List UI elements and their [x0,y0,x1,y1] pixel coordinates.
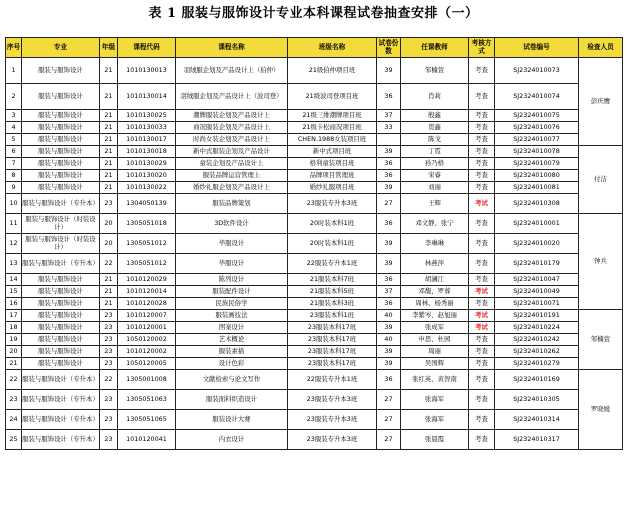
cell-paper-count: 40 [377,334,401,346]
cell-assessment: 考查 [469,358,495,370]
cell-paper-id: SJ2324010317 [495,430,579,450]
cell-class-name: 21级波司登项目班 [288,84,377,110]
cell-teacher: 邓馥、罗蓉 [401,286,469,298]
cell-seq: 2 [6,84,22,110]
cell-assessment: 考查 [469,234,495,254]
table-row [6,322,623,334]
cell-paper-count: 39 [377,322,401,334]
header-major: 专业 [22,38,100,58]
cell-grade: 23 [100,334,118,346]
cell-grade: 23 [100,358,118,370]
cell-course-name: 新中式服装企划及产品设计 [176,146,288,158]
cell-class-name: 20时装本科1班 [288,234,377,254]
page-title: 表 1 服装与服饰设计专业本科课程试卷抽查安排（一） [148,6,479,21]
cell-teacher: 申思、杜园 [401,334,469,346]
cell-course-name: 服装配件设计 [176,286,288,298]
cell-class-name: 21服装本科7班 [288,274,377,286]
cell-paper-count [377,134,401,146]
table-row [6,430,623,450]
table-row [6,146,623,158]
table-row [6,254,623,274]
cell-paper-id: SJ2324010224 [495,322,579,334]
cell-paper-id: SJ2324010020 [495,234,579,254]
cell-paper-id: SJ2324010080 [495,170,579,182]
cell-seq: 3 [6,110,22,122]
cell-seq: 24 [6,410,22,430]
cell-major: 服装与服饰设计 [22,146,100,158]
cell-course-code: 1050120002 [118,334,176,346]
cell-teacher: 贺鑫 [401,122,469,134]
cell-course-name: 艺术概论 [176,334,288,346]
cell-paper-count: 27 [377,430,401,450]
cell-assessment: 考查 [469,274,495,286]
table-row [6,110,623,122]
cell-major: 服装与服饰设计 [22,84,100,110]
cell-paper-count: 27 [377,390,401,410]
cell-course-name: 毕服设计 [176,254,288,274]
cell-major: 服装与服饰设计（专升本） [22,370,100,390]
cell-grade: 23 [100,430,118,450]
cell-major: 服装与服饰设计（专升本） [22,194,100,214]
cell-paper-count: 36 [377,170,401,182]
cell-teacher: 张成军 [401,322,469,334]
cell-seq: 10 [6,194,22,214]
cell-course-code: 1010130022 [118,182,176,194]
cell-course-code: 1305051063 [118,390,176,410]
cell-paper-id: SJ2324010081 [495,182,579,194]
header-paper-id: 试卷编号 [495,38,579,58]
table-row [6,234,623,254]
cell-inspector: 罗晓媛 [579,370,623,450]
cell-grade: 23 [100,194,118,214]
cell-course-code: 1305001008 [118,370,176,390]
cell-paper-id: SJ2324010073 [495,58,579,84]
cell-grade: 21 [100,134,118,146]
table-row [6,214,623,234]
cell-teacher: 陈戈 [401,134,469,146]
cell-major: 服装与服饰设计 [22,298,100,310]
cell-teacher: 李琳琳 [401,234,469,254]
cell-inspector: 邹楠萱 [579,310,623,370]
cell-teacher: 张海军 [401,390,469,410]
cell-major: 服装与服饰设计 [22,358,100,370]
cell-paper-id: SJ2324010071 [495,298,579,310]
cell-teacher: 张海军 [401,410,469,430]
cell-class-name: 23服装本科17班 [288,346,377,358]
cell-paper-id: SJ2324010078 [495,146,579,158]
cell-assessment: 考查 [469,334,495,346]
table-row [6,58,623,84]
cell-seq: 14 [6,274,22,286]
cell-course-code: 1010120028 [118,298,176,310]
cell-class-name: 23服装专升本3班 [288,390,377,410]
cell-grade: 23 [100,310,118,322]
cell-class-name: 格利童装项目班 [288,158,377,170]
cell-course-code: 1010130014 [118,84,176,110]
cell-grade: 20 [100,234,118,254]
header-inspector: 检查人员 [579,38,623,58]
cell-assessment: 考查 [469,84,495,110]
cell-major: 服装与服饰设计（专升本） [22,430,100,450]
cell-paper-count: 37 [377,110,401,122]
cell-major: 服装与服饰设计 [22,58,100,84]
cell-class-name: 23服装本科17班 [288,322,377,334]
cell-paper-count: 33 [377,122,401,134]
table-row [6,134,623,146]
cell-teacher: 丁霓 [401,146,469,158]
cell-course-name: 文献检索与论文写作 [176,370,288,390]
table-header [6,38,623,58]
cell-class-name: 23服装本科17班 [288,334,377,346]
cell-class-name: 22服装专升本1班 [288,254,377,274]
cell-assessment: 考试 [469,194,495,214]
cell-paper-id: SJ2324010049 [495,286,579,298]
cell-course-code: 1304050139 [118,194,176,214]
cell-paper-count: 39 [377,182,401,194]
cell-seq: 25 [6,430,22,450]
cell-course-code: 1305051018 [118,214,176,234]
table-row [6,358,623,370]
table-row [6,298,623,310]
header-course-name: 课程名称 [176,38,288,58]
cell-seq: 21 [6,358,22,370]
cell-paper-id: SJ2324010308 [495,194,579,214]
cell-assessment: 考查 [469,122,495,134]
cell-course-code: 1050120005 [118,358,176,370]
cell-course-code: 1010130033 [118,122,176,134]
table-row [6,182,623,194]
cell-assessment: 考查 [469,158,495,170]
cell-paper-count: 39 [377,254,401,274]
cell-course-code: 1010130017 [118,134,176,146]
cell-course-code: 1305051012 [118,234,176,254]
table-row [6,122,623,134]
cell-class-name: 21服装本科3班 [288,298,377,310]
cell-course-name: 毕服设计 [176,234,288,254]
cell-assessment: 考试 [469,322,495,334]
cell-course-name: 3D软件设计 [176,214,288,234]
cell-course-code: 1010120002 [118,346,176,358]
cell-class-name: 23服装专升本3班 [288,430,377,450]
table-row [6,158,623,170]
cell-major: 服装与服饰设计 [22,346,100,358]
cell-teacher: 邓文静、张宁 [401,214,469,234]
cell-grade: 21 [100,158,118,170]
cell-seq: 1 [6,58,22,84]
cell-course-code: 1010130025 [118,110,176,122]
cell-paper-count: 37 [377,286,401,298]
cell-paper-count: 36 [377,214,401,234]
cell-teacher: 胡澜江 [401,274,469,286]
cell-seq: 18 [6,322,22,334]
cell-seq: 6 [6,146,22,158]
header-course-code: 课程代码 [118,38,176,58]
cell-course-name: 童装企划及产品设计上 [176,158,288,170]
cell-paper-id: SJ2324010314 [495,410,579,430]
cell-major: 服装与服饰设计 [22,134,100,146]
cell-teacher: 张红英、黄智南 [401,370,469,390]
header-seq: 序号 [6,38,22,58]
cell-course-code: 1010120001 [118,322,176,334]
cell-course-code: 1010130029 [118,158,176,170]
cell-teacher: 周丽 [401,346,469,358]
cell-paper-id: SJ2324010075 [495,110,579,122]
cell-grade: 21 [100,58,118,84]
cell-paper-count: 39 [377,146,401,158]
cell-paper-id: SJ2324010047 [495,274,579,286]
cell-assessment: 考查 [469,170,495,182]
cell-assessment: 考查 [469,134,495,146]
cell-course-code: 1010120014 [118,286,176,298]
cell-assessment: 考查 [469,214,495,234]
cell-paper-count: 39 [377,358,401,370]
cell-class-name: 21服装本科5班 [288,286,377,298]
cell-major: 服装与服饰设计 [22,310,100,322]
cell-seq: 8 [6,170,22,182]
cell-teacher: 宋睿 [401,170,469,182]
cell-grade: 21 [100,122,118,134]
cell-inspector: 钟兵 [579,214,623,310]
cell-paper-id: SJ2324010079 [495,158,579,170]
cell-assessment: 考查 [469,346,495,358]
cell-course-name: 服装品牌策划 [176,194,288,214]
cell-paper-id: SJ2324010305 [495,390,579,410]
cell-class-name: 20时装本科1班 [288,214,377,234]
cell-class-name: 23服装专升本3班 [288,410,377,430]
cell-paper-id: SJ2324010076 [495,122,579,134]
cell-grade: 23 [100,390,118,410]
cell-teacher: 肖莉 [401,84,469,110]
cell-teacher: 林燕萍 [401,254,469,274]
cell-class-name: 21级三维潮牌项目班 [288,110,377,122]
cell-course-name: 羽绒服企划及产品设计上（波司登） [176,84,288,110]
cell-class-name: 23服装专升本3班 [288,194,377,214]
cell-paper-count: 40 [377,310,401,322]
cell-paper-count: 36 [377,370,401,390]
cell-major: 服装与服饰设计（时装设计） [22,214,100,234]
table-row [6,334,623,346]
cell-course-code: 1010130018 [118,146,176,158]
cell-seq: 12 [6,234,22,254]
cell-paper-count: 27 [377,194,401,214]
table-row [6,346,623,358]
cell-paper-count: 36 [377,158,401,170]
cell-grade: 21 [100,170,118,182]
cell-paper-count: 27 [377,410,401,430]
cell-seq: 13 [6,254,22,274]
cell-grade: 21 [100,298,118,310]
table-row [6,310,623,322]
cell-class-name: 22服装专升本1班 [288,370,377,390]
cell-course-name: 服装面料织造设计 [176,390,288,410]
cell-course-name: 潮牌服装企划及产品设计上 [176,110,288,122]
cell-major: 服装与服饰设计（时装设计） [22,234,100,254]
cell-major: 服装与服饰设计 [22,334,100,346]
cell-major: 服装与服饰设计 [22,286,100,298]
table-row [6,286,623,298]
cell-seq: 15 [6,286,22,298]
cell-course-name: 陈列设计 [176,274,288,286]
cell-course-name: 服装设计大赛 [176,410,288,430]
cell-grade: 23 [100,410,118,430]
cell-paper-count: 36 [377,298,401,310]
cell-teacher: 李紫岑、赵旭丽 [401,310,469,322]
cell-course-name: 时尚女装企划及产品设计上 [176,134,288,146]
cell-grade: 21 [100,274,118,286]
cell-major: 服装与服饰设计（专升本） [22,254,100,274]
cell-major: 服装与服饰设计 [22,158,100,170]
cell-seq: 20 [6,346,22,358]
cell-course-name: 民族民俗学 [176,298,288,310]
cell-major: 服装与服饰设计（专升本） [22,390,100,410]
cell-assessment: 考查 [469,390,495,410]
cell-paper-id: SJ2324010279 [495,358,579,370]
cell-paper-id: SJ2324010191 [495,310,579,322]
cell-paper-count: 36 [377,84,401,110]
cell-class-name: 21级卡松商况项目班 [288,122,377,134]
cell-teacher: 殷鑫 [401,110,469,122]
cell-assessment: 考查 [469,58,495,84]
cell-assessment: 考查 [469,430,495,450]
cell-seq: 7 [6,158,22,170]
cell-grade: 22 [100,254,118,274]
cell-paper-id: SJ2324010001 [495,214,579,234]
cell-major: 服装与服饰设计 [22,122,100,134]
cell-major: 服装与服饰设计 [22,322,100,334]
cell-course-code: 1010120007 [118,310,176,322]
cell-teacher: 邹楠萱 [401,58,469,84]
cell-teacher: 孙乃格 [401,158,469,170]
cell-course-name: 服装素描 [176,346,288,358]
cell-course-code: 1305051012 [118,254,176,274]
cell-class-name: 23服装本科17班 [288,358,377,370]
cell-course-name: 图案设计 [176,322,288,334]
cell-class-name: 品牌项目管理班 [288,170,377,182]
cell-paper-id: SJ2324010262 [495,346,579,358]
cell-teacher: 周林、杨秀丽 [401,298,469,310]
table-body [6,58,623,450]
cell-class-name: 21级伯仲项目班 [288,58,377,84]
cell-paper-count: 39 [377,346,401,358]
cell-inspector: 彭庆鹰 [579,58,623,146]
table-row [6,170,623,182]
cell-major: 服装与服饰设计 [22,170,100,182]
cell-paper-id: SJ2324010179 [495,254,579,274]
header-class-name: 班级名称 [288,38,377,58]
cell-paper-count: 39 [377,234,401,254]
cell-assessment: 考试 [469,310,495,322]
cell-seq: 4 [6,122,22,134]
cell-grade: 21 [100,286,118,298]
cell-paper-id: SJ2324010242 [495,334,579,346]
cell-assessment: 考查 [469,146,495,158]
cell-grade: 21 [100,182,118,194]
cell-inspector: 付洁 [579,146,623,214]
table-row [6,84,623,110]
cell-assessment: 考查 [469,182,495,194]
cell-class-name: 23服装本科1班 [288,310,377,322]
header-grade: 年级 [100,38,118,58]
cell-class-name: 新中式项目班 [288,146,377,158]
cell-course-name: 服装画技法 [176,310,288,322]
cell-paper-count: 39 [377,58,401,84]
cell-major: 服装与服饰设计 [22,274,100,286]
cell-course-name: 婚纱礼服企划及产品设计上 [176,182,288,194]
cell-course-code: 1305051065 [118,410,176,430]
cell-seq: 11 [6,214,22,234]
cell-seq: 16 [6,298,22,310]
cell-course-name: 设计色彩 [176,358,288,370]
cell-course-name: 羽绒服企划及产品设计上（伯仲） [176,58,288,84]
cell-grade: 21 [100,146,118,158]
header-teacher: 任课教师 [401,38,469,58]
cell-course-code: 1010130020 [118,170,176,182]
cell-paper-id: SJ2324010169 [495,370,579,390]
cell-course-name: 内衣设计 [176,430,288,450]
schedule-table [5,37,623,450]
cell-grade: 21 [100,110,118,122]
cell-grade: 23 [100,322,118,334]
cell-teacher: 刘丽 [401,182,469,194]
cell-seq: 9 [6,182,22,194]
cell-assessment: 考查 [469,110,495,122]
cell-seq: 22 [6,370,22,390]
table-row [6,274,623,286]
cell-course-name: 商况服装企划及产品设计上 [176,122,288,134]
table-row [6,390,623,410]
cell-class-name: CHEN.1988女装项目班 [288,134,377,146]
table-row [6,410,623,430]
cell-course-name: 服装品牌运营管理上 [176,170,288,182]
cell-major: 服装与服饰设计（专升本） [22,410,100,430]
cell-assessment: 考查 [469,298,495,310]
cell-teacher: 王辉 [401,194,469,214]
header-assessment: 考核方式 [469,38,495,58]
cell-paper-count: 36 [377,274,401,286]
cell-assessment: 考试 [469,286,495,298]
table-row [6,370,623,390]
cell-assessment: 考查 [469,410,495,430]
cell-grade: 22 [100,370,118,390]
header-paper-count: 试卷份数 [377,38,401,58]
cell-teacher: 吴国辉 [401,358,469,370]
cell-grade: 21 [100,84,118,110]
cell-course-code: 1010130013 [118,58,176,84]
cell-paper-id: SJ2324010074 [495,84,579,110]
cell-seq: 17 [6,310,22,322]
cell-seq: 5 [6,134,22,146]
cell-seq: 23 [6,390,22,410]
cell-assessment: 考查 [469,254,495,274]
cell-major: 服装与服饰设计 [22,182,100,194]
cell-grade: 20 [100,214,118,234]
cell-teacher: 张晨霞 [401,430,469,450]
cell-paper-id: SJ2324010077 [495,134,579,146]
cell-seq: 19 [6,334,22,346]
cell-assessment: 考查 [469,370,495,390]
cell-class-name: 婚纱礼服项目班 [288,182,377,194]
header-row [6,38,623,58]
table-row [6,194,623,214]
cell-grade: 23 [100,346,118,358]
cell-course-code: 1010120029 [118,274,176,286]
cell-major: 服装与服饰设计 [22,110,100,122]
cell-course-code: 1010120041 [118,430,176,450]
